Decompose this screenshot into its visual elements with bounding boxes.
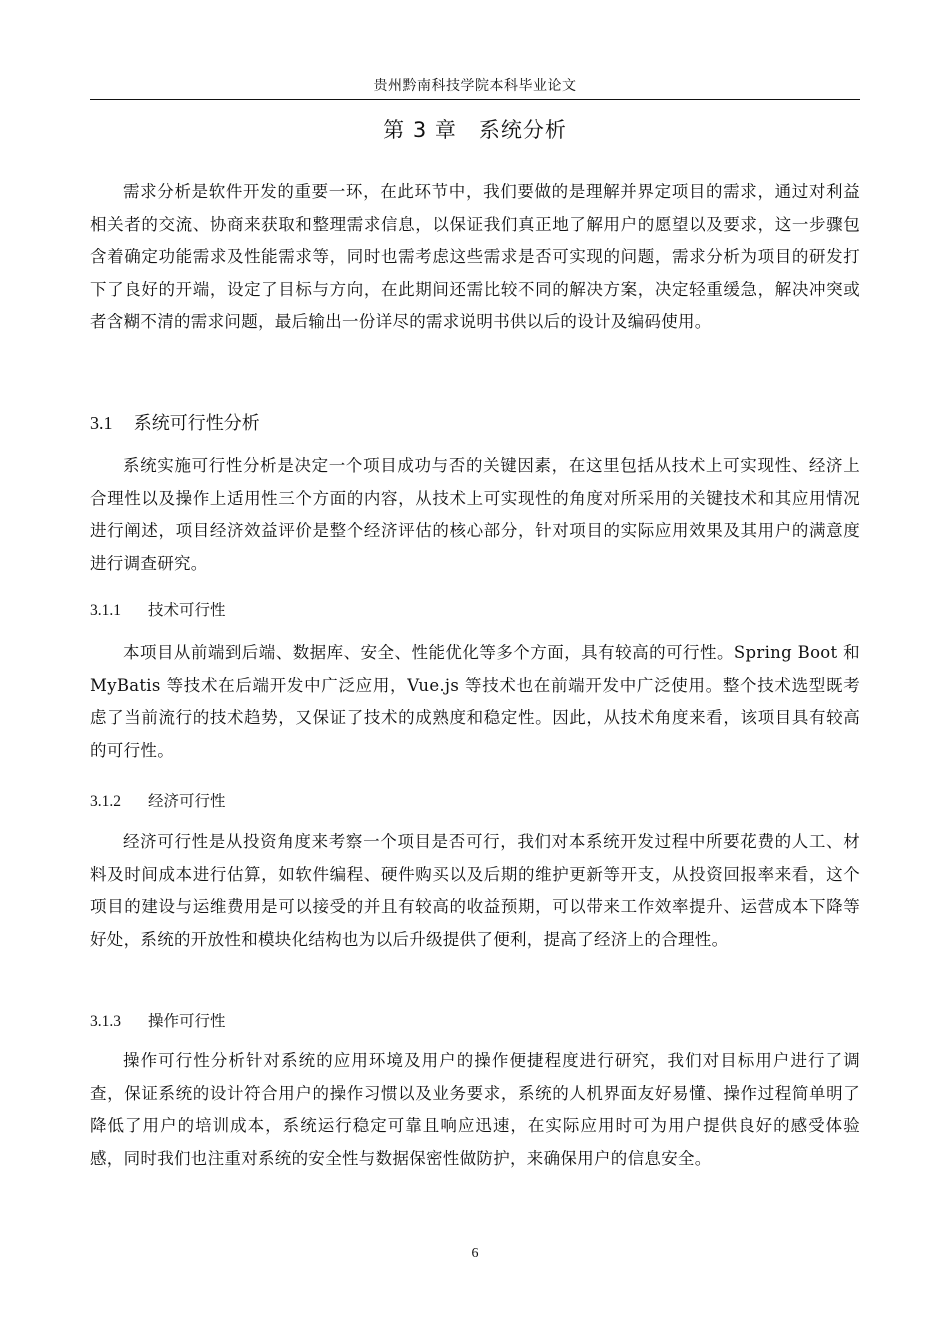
subsection-3-1-3-paragraph: 操作可行性分析针对系统的应用环境及用户的操作便捷程度进行研究，我们对目标用户进行了调查，保证系统的设计符合用户的操作习惯以及业务要求，系统的人机界面友好易懂、操作过程简单明了降低了用户的培训成本，系统运行稳定可靠且响应迅速，在实际应用时可为用户提供良好的感受体验感，同时我们也注重对系统的安全性与数据保密性做防护，来确保用户的信息安全。 — [90, 1051, 860, 1168]
section-title: 系统可行性分析 — [133, 413, 260, 434]
running-header: 贵州黔南科技学院本科毕业论文 — [373, 78, 577, 94]
subsection-title: 技术可行性 — [148, 601, 226, 619]
subsection-heading-3-1-3 — [90, 1009, 860, 1034]
subsection-number: 3.1.3 — [90, 1013, 121, 1030]
header-rule — [90, 99, 860, 100]
section-number: 3.1 — [90, 413, 113, 433]
subsection-3-1-2-paragraph: 经济可行性是从投资角度来考察一个项目是否可行，我们对本系统开发过程中所要花费的人工、材料及时间成本进行估算，如软件编程、硬件购买以及后期的维护更新等开支，从投资回报率来看，这个项目的建设与运维费用是可以接受的并且有较高的收益预期，可以带来工作效率提升、运营成本下降等好处，系统的开放性和模块化结构也为以后升级提供了便利，提高了经济上的合理性。 — [90, 832, 860, 949]
subsection-title: 经济可行性 — [148, 792, 226, 810]
subsection-number: 3.1.1 — [90, 602, 121, 619]
page-number: 6 — [471, 1246, 479, 1261]
subsection-3-1-1-paragraph: 本项目从前端到后端、数据库、安全、性能优化等多个方面，具有较高的可行性。Spring Boot 和 MyBatis 等技术在后端开发中广泛应用，Vue.js 等技术也在前端开发中广泛使用。整个技术选型既考虑了当前流行的技术趋势，又保证了技术的成熟度和稳定性。因此，从技术角度来看，该项目具有较高的可行性。 — [90, 643, 860, 760]
subsection-title: 操作可行性 — [148, 1012, 226, 1030]
subsection-heading-3-1-1 — [90, 598, 860, 623]
subsection-number: 3.1.2 — [90, 793, 121, 810]
subsection-heading-3-1-2 — [90, 789, 860, 814]
chapter-title: 第 3 章 系统分析 — [383, 118, 567, 142]
section-3-1-paragraph: 系统实施可行性分析是决定一个项目成功与否的关键因素，在这里包括从技术上可实现性、经济上合理性以及操作上适用性三个方面的内容，从技术上可实现性的角度对所采用的关键技术和其应用情况进行阐述，项目经济效益评价是整个经济评估的核心部分，针对项目的实际应用效果及其用户的满意度进行调查研究。 — [90, 456, 860, 573]
section-heading-3-1 — [90, 409, 860, 438]
chapter-intro-paragraph: 需求分析是软件开发的重要一环，在此环节中，我们要做的是理解并界定项目的需求，通过对利益相关者的交流、协商来获取和整理需求信息，以保证我们真正地了解用户的愿望以及要求，这一步骤包含着确定功能需求及性能需求等，同时也需考虑这些需求是否可实现的问题，需求分析为项目的研发打下了良好的开端，设定了目标与方向，在此期间还需比较不同的解决方案，决定轻重缓急，解决冲突或者含糊不清的需求问题，最后输出一份详尽的需求说明书供以后的设计及编码使用。 — [90, 182, 860, 331]
